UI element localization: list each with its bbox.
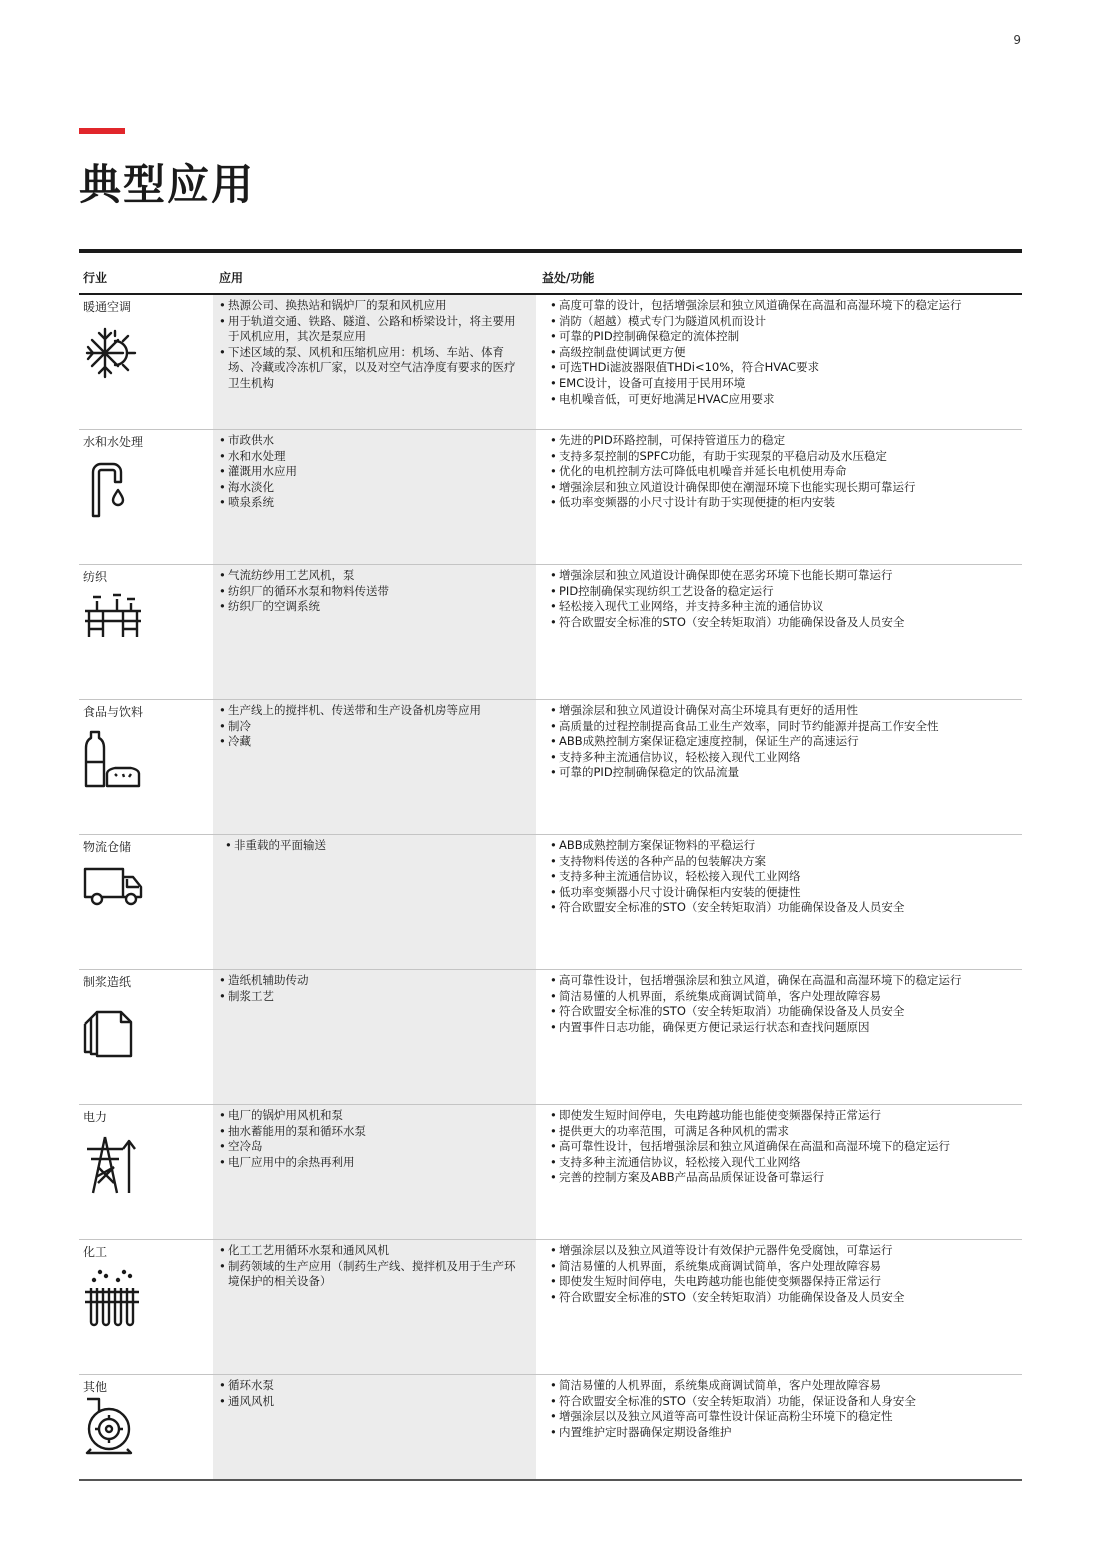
benefit-item: • 高质量的过程控制提高食品工业生产效率，同时节约能源并提高工作安全性 (550, 719, 1018, 735)
industry-cell (79, 835, 213, 969)
application-item: • 非重载的平面输送 (225, 838, 522, 854)
benefit-item: • 提供更大的功率范围，可满足各种风机的需求 (550, 1124, 1018, 1140)
benefits-cell (536, 1105, 1022, 1239)
industry-name: 水和水处理 (83, 435, 144, 449)
benefit-item: • 符合欧盟安全标准的STO（安全转矩取消）功能确保设备及人员安全 (550, 1290, 1018, 1306)
benefit-item: • ABB成熟控制方案保证稳定速度控制，保证生产的高速运行 (550, 734, 1018, 750)
industry-name: 食品与饮料 (83, 705, 144, 719)
benefit-item: • 增强涂层以及独立风道等高可靠性设计保证高粉尘环境下的稳定性 (550, 1409, 1018, 1425)
benefit-item: • ABB成熟控制方案保证物料的平稳运行 (550, 838, 1018, 854)
textile-machine-icon (83, 593, 143, 643)
application-item: • 市政供水 (219, 433, 522, 449)
header-industry: 行业 (83, 271, 108, 285)
benefits-cell (536, 700, 1022, 834)
application-cell (213, 1105, 536, 1239)
fan-pump-icon (83, 1397, 133, 1455)
benefit-item: • 高度可靠的设计，包括增强涂层和独立风道确保在高温和高湿环境下的稳定运行 (550, 298, 1018, 314)
benefit-item: • 支持多种主流通信协议，轻松接入现代工业网络 (550, 869, 1018, 885)
benefit-item: • 支持多种主流通信协议，轻松接入现代工业网络 (550, 750, 1018, 766)
benefit-item: • 轻松接入现代工业网络，并支持多种主流的通信协议 (550, 599, 1018, 615)
application-cell (213, 430, 536, 564)
bottle-bread-icon (83, 728, 143, 790)
industry-name: 制浆造纸 (83, 975, 132, 989)
table-header (79, 253, 1022, 295)
industry-name: 纺织 (83, 570, 108, 584)
application-item: • 造纸机辅助传动 (219, 973, 522, 989)
table-row (79, 700, 1022, 835)
benefits-cell (536, 970, 1022, 1104)
benefit-item: • 低功率变频器的小尺寸设计有助于实现便捷的柜内安装 (550, 495, 1018, 511)
benefit-item: • 支持多种主流通信协议，轻松接入现代工业网络 (550, 1155, 1018, 1171)
table-row (79, 1240, 1022, 1375)
benefit-item: • 即使发生短时间停电，失电跨越功能也能使变频器保持正常运行 (550, 1108, 1018, 1124)
benefit-item: • 内置事件日志功能，确保更方便记录运行状态和查找问题原因 (550, 1020, 1018, 1036)
benefit-item: • 符合欧盟安全标准的STO（安全转矩取消）功能确保设备及人员安全 (550, 900, 1018, 916)
industry-name: 暖通空调 (83, 300, 132, 314)
industry-cell (79, 565, 213, 699)
application-item: • 电厂应用中的余热再利用 (219, 1155, 522, 1171)
table-row (79, 295, 1022, 430)
application-item: • 制冷 (219, 719, 522, 735)
benefits-cell (536, 835, 1022, 969)
benefit-item: • 符合欧盟安全标准的STO（安全转矩取消）功能，保证设备和人身安全 (550, 1394, 1018, 1410)
benefit-item: • 增强涂层和独立风道设计确保即使在潮湿环境下也能实现长期可靠运行 (550, 480, 1018, 496)
benefit-item: • 增强涂层和独立风道设计确保即使在恶劣环境下也能长期可靠运行 (550, 568, 1018, 584)
application-item: • 纺织厂的空调系统 (219, 599, 522, 615)
application-item: • 灌溉用水应用 (219, 464, 522, 480)
benefit-item: • EMC设计，设备可直接用于民用环境 (550, 376, 1018, 392)
benefit-item: • 简洁易懂的人机界面，系统集成商调试简单，客户处理故障容易 (550, 1378, 1018, 1394)
application-item: • 制浆工艺 (219, 989, 522, 1005)
industry-name: 物流仓储 (83, 840, 132, 854)
application-item: • 冷藏 (219, 734, 522, 750)
benefit-item: • 高可靠性设计，包括增强涂层和独立风道，确保在高温和高湿环境下的稳定运行 (550, 973, 1018, 989)
application-cell (213, 970, 536, 1104)
industry-name: 化工 (83, 1245, 108, 1259)
benefit-item: • 支持物料传送的各种产品的包装解决方案 (550, 854, 1018, 870)
benefits-cell (536, 565, 1022, 699)
benefit-item: • 高可靠性设计，包括增强涂层和独立风道确保在高温和高湿环境下的稳定运行 (550, 1139, 1018, 1155)
application-item: • 制药领域的生产应用（制药生产线、搅拌机及用于生产环境保护的相关设备） (219, 1259, 522, 1290)
application-cell (213, 565, 536, 699)
application-item: • 海水淡化 (219, 480, 522, 496)
application-item: • 抽水蓄能用的泵和循环水泵 (219, 1124, 522, 1140)
application-item: • 空冷岛 (219, 1139, 522, 1155)
paper-sheets-icon (83, 998, 139, 1060)
application-item: • 热源公司、换热站和锅炉厂的泵和风机应用 (219, 298, 522, 314)
application-item: • 下述区域的泵、风机和压缩机应用：机场、车站、体育场、冷藏或冷冻机厂家，以及对空气洁净度有要求的医疗卫生机构 (219, 345, 522, 392)
industry-cell (79, 970, 213, 1104)
application-item: • 生产线上的搅拌机、传送带和生产设备机房等应用 (219, 703, 522, 719)
truck-icon (83, 863, 145, 907)
table-row (79, 835, 1022, 970)
benefits-cell (536, 1240, 1022, 1374)
application-cell (213, 295, 536, 429)
benefit-item: • PID控制确保实现纺织工艺设备的稳定运行 (550, 584, 1018, 600)
benefit-item: • 符合欧盟安全标准的STO（安全转矩取消）功能确保设备及人员安全 (550, 1004, 1018, 1020)
benefit-item: • 即使发生短时间停电，失电跨越功能也能使变频器保持正常运行 (550, 1274, 1018, 1290)
application-item: • 化工工艺用循环水泵和通风风机 (219, 1243, 522, 1259)
water-tap-icon (83, 458, 139, 518)
benefit-item: • 支持多泵控制的SPFC功能，有助于实现泵的平稳启动及水压稳定 (550, 449, 1018, 465)
benefit-item: • 可靠的PID控制确保稳定的饮品流量 (550, 765, 1018, 781)
industry-name: 其他 (83, 1380, 108, 1394)
table-row (79, 1375, 1022, 1481)
industry-cell (79, 295, 213, 429)
sun-snowflake-icon (83, 323, 139, 383)
benefit-item: • 完善的控制方案及ABB产品高品质保证设备可靠运行 (550, 1170, 1018, 1186)
application-item: • 循环水泵 (219, 1378, 522, 1394)
table-row (79, 970, 1022, 1105)
benefit-item: • 内置维护定时器确保定期设备维护 (550, 1425, 1018, 1441)
benefit-item: • 优化的电机控制方法可降低电机噪音并延长电机使用寿命 (550, 464, 1018, 480)
benefits-cell (536, 295, 1022, 429)
page-number: 9 (1013, 33, 1021, 47)
benefit-item: • 低功率变频器小尺寸设计确保柜内安装的便捷性 (550, 885, 1018, 901)
application-item: • 气流纺纱用工艺风机，泵 (219, 568, 522, 584)
application-cell (213, 1240, 536, 1374)
accent-bar (79, 128, 125, 134)
application-item: • 通风风机 (219, 1394, 522, 1410)
application-item: • 水和水处理 (219, 449, 522, 465)
table-row (79, 430, 1022, 565)
benefit-item: • 增强涂层和独立风道设计确保对高尘环境具有更好的适用性 (550, 703, 1018, 719)
benefits-cell (536, 430, 1022, 564)
industry-cell (79, 1240, 213, 1374)
industry-name: 电力 (83, 1110, 108, 1124)
industry-cell (79, 1105, 213, 1239)
application-item: • 用于轨道交通、铁路、隧道、公路和桥梁设计，将主要用于风机应用，其次是泵应用 (219, 314, 522, 345)
application-cell (213, 1375, 536, 1479)
benefits-cell (536, 1375, 1022, 1479)
industry-cell (79, 700, 213, 834)
application-cell (213, 835, 536, 969)
application-item: • 电厂的锅炉用风机和泵 (219, 1108, 522, 1124)
applications-table (79, 249, 1022, 1481)
header-application: 应用 (219, 271, 244, 285)
application-item: • 纺织厂的循环水泵和物料传送带 (219, 584, 522, 600)
benefit-item: • 可靠的PID控制确保稳定的流体控制 (550, 329, 1018, 345)
application-item: • 喷泉系统 (219, 495, 522, 511)
benefit-item: • 简洁易懂的人机界面，系统集成商调试简单，客户处理故障容易 (550, 989, 1018, 1005)
benefit-item: • 高级控制盘使调试更方便 (550, 345, 1018, 361)
benefit-item: • 消防（超越）模式专门为隧道风机而设计 (550, 314, 1018, 330)
table-row (79, 1105, 1022, 1240)
page-title: 典型应用 (79, 160, 256, 209)
industry-cell (79, 430, 213, 564)
benefit-item: • 符合欧盟安全标准的STO（安全转矩取消）功能确保设备及人员安全 (550, 615, 1018, 631)
industry-cell (79, 1375, 213, 1479)
benefit-item: • 电机噪音低，可更好地满足HVAC应用要求 (550, 392, 1018, 408)
header-benefits: 益处/功能 (542, 271, 595, 285)
benefit-item: • 先进的PID环路控制，可保持管道压力的稳定 (550, 433, 1018, 449)
power-tower-icon (83, 1133, 139, 1195)
table-row (79, 565, 1022, 700)
test-tubes-icon (83, 1268, 141, 1330)
benefit-item: • 简洁易懂的人机界面，系统集成商调试简单，客户处理故障容易 (550, 1259, 1018, 1275)
benefit-item: • 增强涂层以及独立风道等设计有效保护元器件免受腐蚀，可靠运行 (550, 1243, 1018, 1259)
application-cell (213, 700, 536, 834)
benefit-item: • 可选THDi滤波器限值THDi<10%，符合HVAC要求 (550, 360, 1018, 376)
